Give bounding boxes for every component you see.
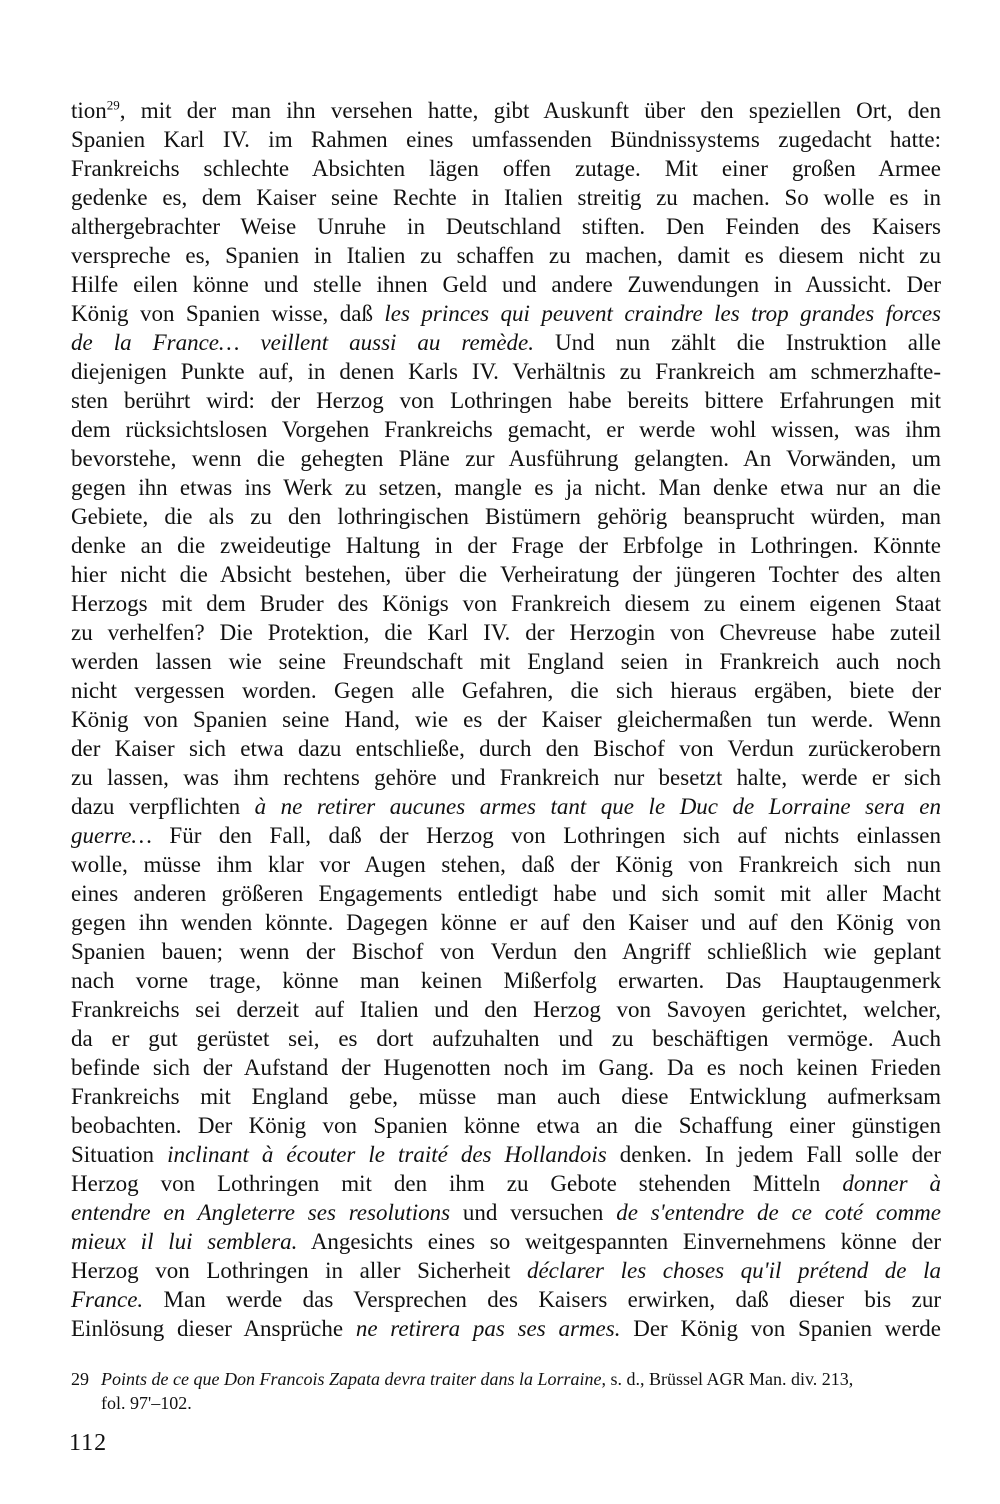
french-quote: mieux il lui semblera. xyxy=(71,1229,298,1254)
text-line: Spanien Karl IV. im Rahmen eines umfassenden Bündnissystems zugedacht hatte: xyxy=(71,127,941,152)
text-line: gegen ihn wenden könnte. Dagegen könne er auf den Kaiser und auf den König von xyxy=(71,910,941,935)
text-line: Herzog von Lothringen in aller Sicherheit déclarer les choses qu'il prétend de la xyxy=(71,1258,941,1283)
footnote-number: 29 xyxy=(71,1369,89,1389)
text-line: diejenigen Punkte auf, in denen Karls IV. Verhältnis zu Frankreich am schmerzhafte- xyxy=(71,359,941,384)
footnote-source-title: Points de ce que Don Francois Zapata devra traiter dans la Lorraine xyxy=(101,1369,602,1389)
text-line: France. Man werde das Versprechen des Kaisers erwirken, daß dieser bis zur xyxy=(71,1287,941,1312)
text-line: der Kaiser sich etwa dazu entschließe, durch den Bischof von Verdun zurückerobern xyxy=(71,736,941,761)
french-quote: entendre en Angleterre ses resolutions xyxy=(71,1200,451,1225)
text-line: guerre… Für den Fall, daß der Herzog von Lothringen sich auf nichts einlassen xyxy=(71,823,941,848)
text-line: Herzogs mit dem Bruder des Königs von Frankreich diesem zu einem eigenen Staat xyxy=(71,591,941,616)
text-line: zu lassen, was ihm rechtens gehöre und Frankreich nur besetzt halte, werde er sich xyxy=(71,765,941,790)
text-line: hier nicht die Absicht bestehen, über die Verheiratung der jüngeren Tochter des alten xyxy=(71,562,941,587)
french-quote: les princes qui peuvent craindre les trop grandes forces xyxy=(384,301,941,326)
text-line: Herzog von Lothringen mit den ihm zu Gebote stehenden Mitteln donner à xyxy=(71,1171,941,1196)
footnote-line: fol. 97'–102. xyxy=(101,1393,192,1413)
text-line: mieux il lui semblera. Angesichts eines so weitgespannten Einvernehmens könne der xyxy=(71,1229,941,1254)
french-quote: à ne retirer aucunes armes tant que le Duc de Lorraine sera en xyxy=(254,794,941,819)
text-line: beobachten. Der König von Spanien könne etwa an die Schaffung einer günstigen xyxy=(71,1113,941,1138)
text-line: Spanien bauen; wenn der Bischof von Verdun den Angriff schließlich wie geplant xyxy=(71,939,941,964)
text-line: König von Spanien seine Hand, wie es der Kaiser gleichermaßen tun werde. Wenn xyxy=(71,707,941,732)
text-line: da er gut gerüstet sei, es dort aufzuhalten und zu beschäftigen vermöge. Auch xyxy=(71,1026,941,1051)
text-line: gegen ihn etwas ins Werk zu setzen, mangle es ja nicht. Man denke etwa nur an die xyxy=(71,475,941,500)
text-line: entendre en Angleterre ses resolutions und versuchen de s'entendre de ce coté comme xyxy=(71,1200,941,1225)
text-line: bevorstehe, wenn die gehegten Pläne zur Ausführung gelangten. An Vorwänden, um xyxy=(71,446,941,471)
text-line: zu verhelfen? Die Protektion, die Karl IV. der Herzogin von Chevreuse habe zuteil xyxy=(71,620,941,645)
text-line: verspreche es, Spanien in Italien zu schaffen zu machen, damit es diesem nicht zu xyxy=(71,243,941,268)
text-line: Einlösung dieser Ansprüche ne retirera pas ses armes. Der König von Spanien werde xyxy=(71,1316,941,1341)
text-line: wolle, müsse ihm klar vor Augen stehen, daß der König von Frankreich sich nun xyxy=(71,852,941,877)
text-line: denke an die zweideutige Haltung in der Frage der Erbfolge in Lothringen. Könnte xyxy=(71,533,941,558)
footnote-reference: 29 xyxy=(106,97,120,113)
french-quote: déclarer les choses qu'il prétend de la xyxy=(526,1258,941,1283)
text-line: Frankreichs sei derzeit auf Italien und den Herzog von Savoyen gerichtet, welcher, xyxy=(71,997,941,1022)
text-line: gedenke es, dem Kaiser seine Rechte in Italien streitig zu machen. So wolle es in xyxy=(71,185,941,210)
text-line: nicht vergessen worden. Gegen alle Gefahren, die sich hieraus ergäben, biete der xyxy=(71,678,941,703)
french-quote: guerre… xyxy=(71,823,152,848)
french-quote: inclinant à écouter le traité des Hollandois xyxy=(167,1142,607,1167)
footnote-line: 29 Points de ce que Don Francois Zapata devra traiter dans la Lorraine, s. d., Brüssel AGR Man. div. 213, xyxy=(71,1369,854,1389)
text-line: Hilfe eilen könne und stelle ihnen Geld und andere Zuwendungen in Aussicht. Der xyxy=(71,272,941,297)
text-line: de la France… veillent aussi au remède. Und nun zählt die Instruktion alle xyxy=(71,330,942,355)
text-line: nach vorne trage, könne man keinen Mißerfolg erwarten. Das Hauptaugenmerk xyxy=(71,968,941,993)
text-line: dazu verpflichten à ne retirer aucunes armes tant que le Duc de Lorraine sera en xyxy=(71,794,941,819)
text-line: althergebrachter Weise Unruhe in Deutschland stiften. Den Feinden des Kaisers xyxy=(71,214,941,239)
page-number: 112 xyxy=(69,1430,108,1456)
text-line: König von Spanien wisse, daß les princes qui peuvent craindre les trop grandes forces xyxy=(71,301,941,326)
text-line: sten berührt wird: der Herzog von Lothringen habe bereits bittere Erfahrungen mit xyxy=(71,388,941,413)
text-line: werden lassen wie seine Freundschaft mit England seien in Frankreich auch noch xyxy=(71,649,941,674)
french-quote: ne retirera pas ses armes. xyxy=(355,1316,621,1341)
footnote xyxy=(71,1367,946,1415)
text-line: dem rücksichtslosen Vorgehen Frankreichs gemacht, er werde wohl wissen, was ihm xyxy=(71,417,941,442)
text-line: Gebiete, die als zu den lothringischen Bistümern gehörig beansprucht würden, man xyxy=(71,504,941,529)
french-quote: donner à xyxy=(842,1171,941,1196)
text-line: eines anderen größeren Engagements entledigt habe und sich somit mit aller Macht xyxy=(71,881,941,906)
french-quote: de s'entendre de ce coté comme xyxy=(616,1200,941,1225)
french-quote: France. xyxy=(71,1287,144,1312)
text-line: Frankreichs mit England gebe, müsse man auch diese Entwicklung aufmerksam xyxy=(71,1084,941,1109)
text-line: Frankreichs schlechte Absichten lägen offen zutage. Mit einer großen Armee xyxy=(71,156,941,181)
text-line: tion$^{29}$, mit der man ihn versehen hatte, gibt Auskunft über den speziellen Ort, den xyxy=(71,97,941,123)
french-quote: de la France… veillent aussi au remède. xyxy=(71,330,534,355)
text-line: befinde sich der Aufstand der Hugenotten noch im Gang. Da es noch keinen Frieden xyxy=(71,1055,941,1080)
body-text xyxy=(71,96,941,1343)
text-line: Situation inclinant à écouter le traité des Hollandois denken. In jedem Fall solle der xyxy=(71,1142,941,1167)
